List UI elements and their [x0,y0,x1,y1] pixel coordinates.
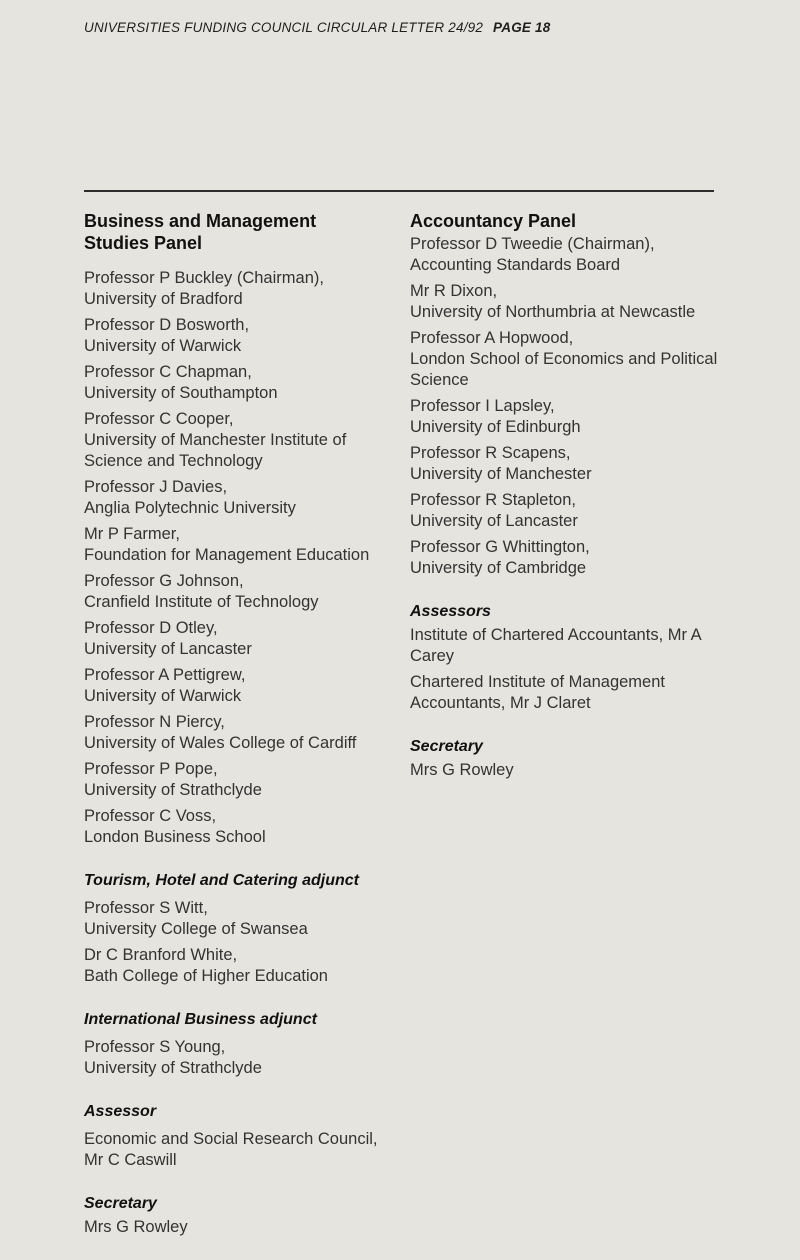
member-entry [84,524,384,566]
section-heading: Secretary [84,1195,157,1212]
member-entry [410,396,730,438]
section-heading: Assessors [410,603,491,620]
member-institution: London School of Economics and Political Science [410,350,718,389]
member-name: Professor A Pettigrew, [84,666,246,684]
assessor-item: Institute of Chartered Accountants, Mr A Carey [410,626,701,665]
assessor-item: Chartered Institute of Management Accountants, Mr J Claret [410,673,665,712]
member-institution: University of Strathclyde [84,1059,262,1077]
member-name: Dr C Branford White, [84,946,238,964]
business-management-panel [84,210,384,848]
member-name: Professor R Stapleton, [410,491,576,509]
member-institution: University of Manchester [410,465,592,483]
member-name: Professor A Hopwood, [410,329,574,347]
right-column [410,210,730,803]
member-name: Professor P Buckley (Chairman), [84,269,324,287]
member-entry [84,806,384,848]
member-institution: University of Strathclyde [84,781,262,799]
member-name: Professor C Voss, [84,807,217,825]
member-institution: University of Cambridge [410,559,587,577]
member-name: Mr R Dixon, [410,282,498,300]
member-institution: London Business School [84,828,266,846]
member-institution: University of Warwick [84,337,242,355]
member-name: Professor C Cooper, [84,410,234,428]
member-institution: University College of Swansea [84,920,308,938]
page-number: PAGE 18 [493,20,551,35]
assessor-entry [410,625,730,667]
left-column [84,210,384,1260]
member-name: Professor S Witt, [84,899,208,917]
member-entry [84,712,384,754]
member-institution: University of Warwick [84,687,242,705]
member-institution: Foundation for Management Education [84,546,370,564]
member-institution: University of Wales College of Cardiff [84,734,357,752]
member-institution: Anglia Polytechnic University [84,499,296,517]
assessor-name: Mr C Caswill [84,1151,177,1169]
secretary-section [84,1193,384,1238]
section-heading: Business and Management Studies Panel [84,211,317,253]
member-name: Professor D Tweedie (Chairman), [410,235,655,253]
member-entry [410,443,730,485]
assessor-organisation: Economic and Social Research Council, [84,1130,378,1148]
member-entry [84,618,384,660]
member-name: Mr P Farmer, [84,525,180,543]
member-name: Professor N Piercy, [84,713,225,731]
member-institution: Cranfield Institute of Technology [84,593,319,611]
member-entry [84,1037,384,1079]
member-name: Professor D Otley, [84,619,218,637]
member-institution: University of Lancaster [410,512,578,530]
tourism-adjunct [84,870,384,987]
member-name: Professor P Pope, [84,760,218,778]
member-institution: University of Bradford [84,290,243,308]
member-entry [84,571,384,613]
header-title: UNIVERSITIES FUNDING COUNCIL CIRCULAR LETTER 24/92 [84,20,484,35]
member-entry [84,409,384,472]
member-institution: Accounting Standards Board [410,256,621,274]
secretary-section [410,736,730,781]
member-name: Professor D Bosworth, [84,316,250,334]
section-heading: International Business adjunct [84,1011,317,1028]
member-institution: Bath College of Higher Education [84,967,328,985]
member-name: Professor R Scapens, [410,444,571,462]
member-entry [84,945,384,987]
assessor-entry [410,672,730,714]
page-header [84,20,550,35]
member-name: Professor G Whittington, [410,538,590,556]
member-entry [410,328,730,391]
member-entry [410,234,730,276]
member-name: Professor C Chapman, [84,363,252,381]
section-heading: Secretary [410,738,483,755]
member-institution: University of Manchester Institute of Science and Technology [84,431,347,470]
accountancy-panel [410,210,730,579]
member-entry [84,665,384,707]
member-institution: University of Lancaster [84,640,252,658]
member-institution: University of Edinburgh [410,418,581,436]
member-entry [84,477,384,519]
member-institution: University of Southampton [84,384,278,402]
member-name: Professor G Johnson, [84,572,244,590]
member-name: Professor J Davies, [84,478,228,496]
header-divider [84,190,714,192]
member-name: Professor S Young, [84,1038,226,1056]
international-business-adjunct [84,1009,384,1079]
member-entry [84,315,384,357]
assessor-section [84,1101,384,1171]
member-entry [410,281,730,323]
member-entry [84,362,384,404]
member-entry [84,759,384,801]
secretary-name: Mrs G Rowley [410,761,514,779]
secretary-name: Mrs G Rowley [84,1218,188,1236]
assessors-section [410,601,730,714]
section-heading: Tourism, Hotel and Catering adjunct [84,872,359,889]
member-entry [84,898,384,940]
member-entry [84,268,384,310]
member-name: Professor I Lapsley, [410,397,555,415]
member-entry [410,537,730,579]
section-heading: Assessor [84,1103,157,1120]
member-institution: University of Northumbria at Newcastle [410,303,696,321]
member-entry [410,490,730,532]
section-heading: Accountancy Panel [410,211,577,231]
